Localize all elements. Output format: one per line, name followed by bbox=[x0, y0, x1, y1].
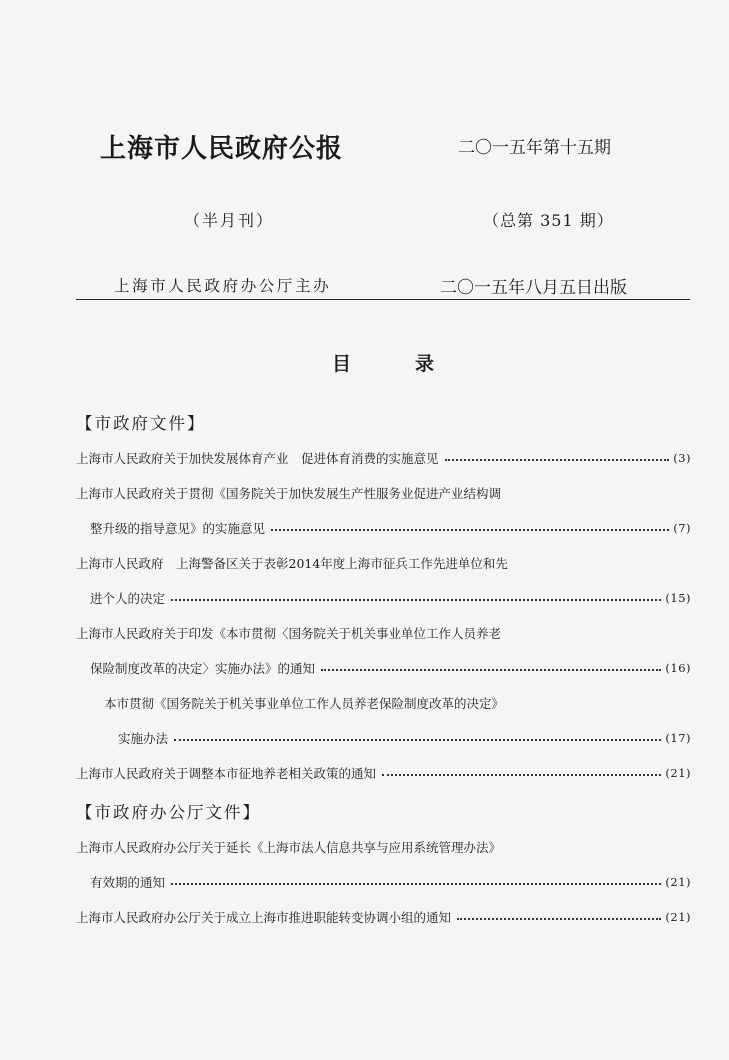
toc-page-number: (15) bbox=[665, 591, 691, 605]
toc-page-number: (21) bbox=[665, 766, 691, 780]
toc-entry[interactable] bbox=[76, 554, 508, 572]
section-title-municipal-documents: 【市政府文件】 bbox=[76, 414, 206, 433]
toc-entry[interactable] bbox=[76, 484, 501, 502]
toc-leader-dots bbox=[457, 918, 661, 920]
toc-page-number: (21) bbox=[665, 910, 691, 924]
masthead-divider bbox=[76, 299, 690, 300]
total-issue-number: （总第 351 期） bbox=[483, 211, 614, 230]
publication-frequency: （半月刊） bbox=[184, 211, 275, 230]
toc-entry-continuation[interactable] bbox=[90, 519, 691, 537]
toc-leader-dots bbox=[171, 883, 661, 885]
toc-page-number: (7) bbox=[673, 521, 691, 535]
toc-leader-dots bbox=[271, 529, 669, 531]
toc-entry[interactable] bbox=[76, 838, 501, 856]
toc-entry[interactable] bbox=[76, 449, 691, 467]
toc-entry-title: 上海市人民政府关于印发《本市贯彻〈国务院关于机关事业单位工作人员养老 bbox=[76, 626, 502, 641]
toc-entry-title: 实施办法 bbox=[118, 731, 169, 746]
toc-entry-title: 本市贯彻《国务院关于机关事业单位工作人员养老保险制度改革的决定》 bbox=[104, 696, 505, 711]
toc-entry-title: 上海市人民政府关于贯彻《国务院关于加快发展生产性服务业促进产业结构调 bbox=[76, 486, 502, 501]
toc-sub-entry[interactable] bbox=[104, 694, 504, 712]
toc-entry[interactable] bbox=[76, 764, 691, 782]
toc-entry-title: 上海市人民政府 上海警备区关于表彰2014年度上海市征兵工作先进单位和先 bbox=[76, 556, 508, 571]
toc-page-number: (16) bbox=[665, 661, 691, 675]
toc-entry-title: 上海市人民政府关于加快发展体育产业 促进体育消费的实施意见 bbox=[76, 451, 439, 466]
toc-page-number: (3) bbox=[673, 451, 691, 465]
toc-sub-entry-continuation[interactable] bbox=[118, 729, 691, 747]
publish-date: 二〇一五年八月五日出版 bbox=[440, 278, 627, 298]
toc-leader-dots bbox=[321, 669, 661, 671]
toc-entry[interactable] bbox=[76, 908, 691, 926]
toc-entry-title: 整升级的指导意见》的实施意见 bbox=[90, 521, 266, 536]
toc-entry-title: 有效期的通知 bbox=[90, 875, 166, 890]
toc-entry-title: 上海市人民政府办公厅关于成立上海市推进职能转变协调小组的通知 bbox=[76, 910, 452, 925]
toc-page-number: (21) bbox=[665, 875, 691, 889]
toc-entry-title: 上海市人民政府办公厅关于延长《上海市法人信息共享与应用系统管理办法》 bbox=[76, 840, 502, 855]
toc-entry-continuation[interactable] bbox=[90, 659, 691, 677]
section-title-general-office-documents: 【市政府办公厅文件】 bbox=[76, 803, 261, 822]
toc-leader-dots bbox=[445, 459, 670, 461]
toc-entry-continuation[interactable] bbox=[90, 589, 691, 607]
toc-leader-dots bbox=[382, 774, 661, 776]
sponsor-line: 上海市人民政府办公厅主办 bbox=[114, 277, 332, 295]
toc-entry-title: 上海市人民政府关于调整本市征地养老相关政策的通知 bbox=[76, 766, 377, 781]
toc-entry-title: 进个人的决定 bbox=[90, 591, 166, 606]
masthead-title: 上海市人民政府公报 bbox=[100, 134, 344, 164]
toc-leader-dots bbox=[171, 599, 661, 601]
toc-entry-continuation[interactable] bbox=[90, 873, 691, 891]
toc-heading: 目录 bbox=[332, 353, 499, 375]
toc-page-number: (17) bbox=[665, 731, 691, 745]
issue-number: 二〇一五年第十五期 bbox=[458, 138, 611, 158]
toc-entry[interactable] bbox=[76, 624, 501, 642]
toc-leader-dots bbox=[174, 739, 661, 741]
toc-entry-title: 保险制度改革的决定〉实施办法》的通知 bbox=[90, 661, 316, 676]
